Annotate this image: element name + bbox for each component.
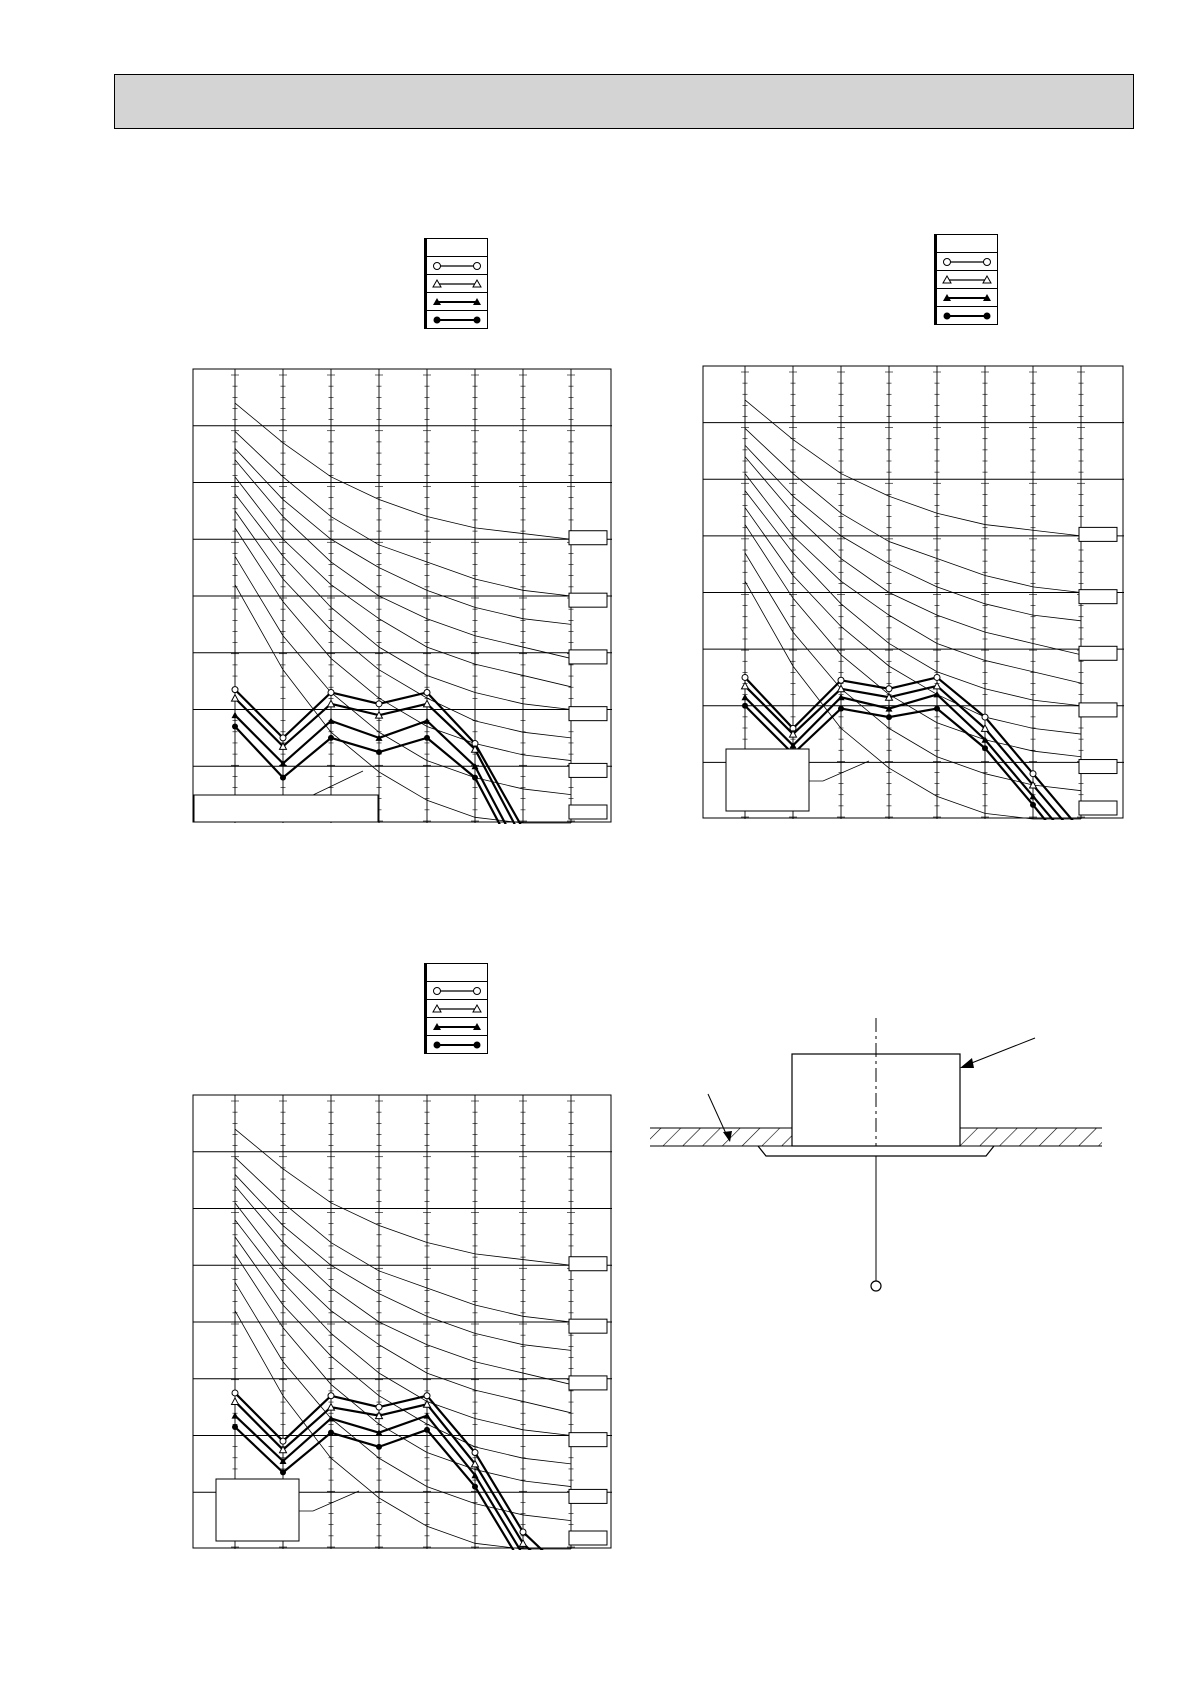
point-open-circle bbox=[424, 689, 430, 695]
point-open-circle bbox=[1030, 771, 1036, 777]
legend-marker-open-triangle bbox=[427, 1000, 488, 1018]
point-open-circle bbox=[232, 687, 238, 693]
nc-label-box bbox=[569, 805, 607, 819]
point-filled-circle bbox=[232, 724, 238, 730]
point-open-circle bbox=[742, 674, 748, 680]
point-filled-circle bbox=[934, 706, 940, 712]
point-filled-circle bbox=[742, 703, 748, 709]
legend-marker-filled-triangle bbox=[937, 289, 998, 307]
chart-plot bbox=[192, 1094, 613, 1550]
legend-marker-open-circle bbox=[937, 253, 998, 271]
point-open-circle bbox=[376, 701, 382, 707]
legend-marker-open-circle bbox=[427, 982, 488, 1000]
microphone-point bbox=[871, 1281, 881, 1291]
legend-marker-filled-triangle bbox=[427, 293, 488, 311]
nc-label-box bbox=[569, 1489, 607, 1503]
point-open-circle bbox=[838, 677, 844, 683]
nc-label-box bbox=[1079, 703, 1117, 717]
point-open-circle bbox=[520, 1529, 526, 1535]
point-filled-circle bbox=[1030, 802, 1036, 808]
point-filled-circle bbox=[328, 735, 334, 741]
legend-marker-filled-circle bbox=[937, 307, 998, 325]
annotation-box bbox=[194, 795, 378, 822]
decoration-panel bbox=[758, 1146, 994, 1156]
nc-label-box bbox=[1079, 590, 1117, 604]
point-filled-circle bbox=[982, 745, 988, 751]
nc-label-box bbox=[1079, 801, 1117, 815]
nc-label-box bbox=[569, 1319, 607, 1333]
legend-table bbox=[934, 234, 998, 325]
section-header bbox=[114, 74, 1134, 129]
plot-frame bbox=[193, 369, 611, 822]
point-filled-circle bbox=[886, 714, 892, 720]
point-open-circle bbox=[328, 689, 334, 695]
nc-label-box bbox=[1079, 760, 1117, 774]
legend-header-cell bbox=[427, 239, 488, 257]
measurement-diagram bbox=[640, 1010, 1120, 1300]
point-open-circle bbox=[472, 1450, 478, 1456]
ceiling-hatch-right bbox=[960, 1128, 1102, 1146]
legend-marker-open-circle bbox=[427, 257, 488, 275]
nc-label-box bbox=[569, 650, 607, 664]
nc-label-box bbox=[569, 1257, 607, 1271]
point-filled-circle bbox=[376, 749, 382, 755]
annotation-box bbox=[726, 749, 809, 811]
legend-marker-filled-triangle bbox=[427, 1018, 488, 1036]
legend-marker-open-triangle bbox=[937, 271, 998, 289]
legend-header-cell bbox=[937, 235, 998, 253]
point-filled-circle bbox=[232, 1424, 238, 1430]
nc-label-box bbox=[569, 1433, 607, 1447]
point-filled-circle bbox=[280, 775, 286, 781]
point-open-circle bbox=[886, 686, 892, 692]
legend-marker-open-triangle bbox=[427, 275, 488, 293]
point-open-circle bbox=[232, 1390, 238, 1396]
legend-header-cell bbox=[427, 964, 488, 982]
point-open-circle bbox=[424, 1393, 430, 1399]
point-open-circle bbox=[328, 1393, 334, 1399]
point-open-circle bbox=[280, 1438, 286, 1444]
nc-label-box bbox=[1079, 646, 1117, 660]
point-filled-circle bbox=[376, 1444, 382, 1450]
point-filled-circle bbox=[424, 735, 430, 741]
point-open-circle bbox=[280, 735, 286, 741]
point-open-circle bbox=[934, 674, 940, 680]
point-filled-circle bbox=[472, 775, 478, 781]
point-filled-circle bbox=[328, 1430, 334, 1436]
point-filled-circle bbox=[472, 1484, 478, 1490]
ceiling-hatch-left bbox=[650, 1128, 792, 1146]
chart-plot bbox=[702, 365, 1125, 820]
point-filled-circle bbox=[838, 706, 844, 712]
nc-label-box bbox=[569, 531, 607, 545]
point-filled-circle bbox=[280, 1469, 286, 1475]
legend-table bbox=[424, 238, 488, 329]
nc-label-box bbox=[569, 763, 607, 777]
legend-marker-filled-circle bbox=[427, 1036, 488, 1054]
nc-label-box bbox=[569, 707, 607, 721]
point-open-circle bbox=[982, 714, 988, 720]
unit-leader-line bbox=[964, 1038, 1035, 1066]
nc-label-box bbox=[1079, 527, 1117, 541]
nc-label-box bbox=[569, 1531, 607, 1545]
nc-label-box bbox=[569, 1376, 607, 1390]
legend-table bbox=[424, 963, 488, 1054]
unit-arrow-head bbox=[960, 1058, 974, 1068]
point-filled-circle bbox=[424, 1427, 430, 1433]
annotation-box bbox=[216, 1479, 299, 1541]
legend-marker-filled-circle bbox=[427, 311, 488, 329]
point-open-circle bbox=[376, 1404, 382, 1410]
nc-label-box bbox=[569, 593, 607, 607]
chart-plot bbox=[192, 368, 613, 824]
